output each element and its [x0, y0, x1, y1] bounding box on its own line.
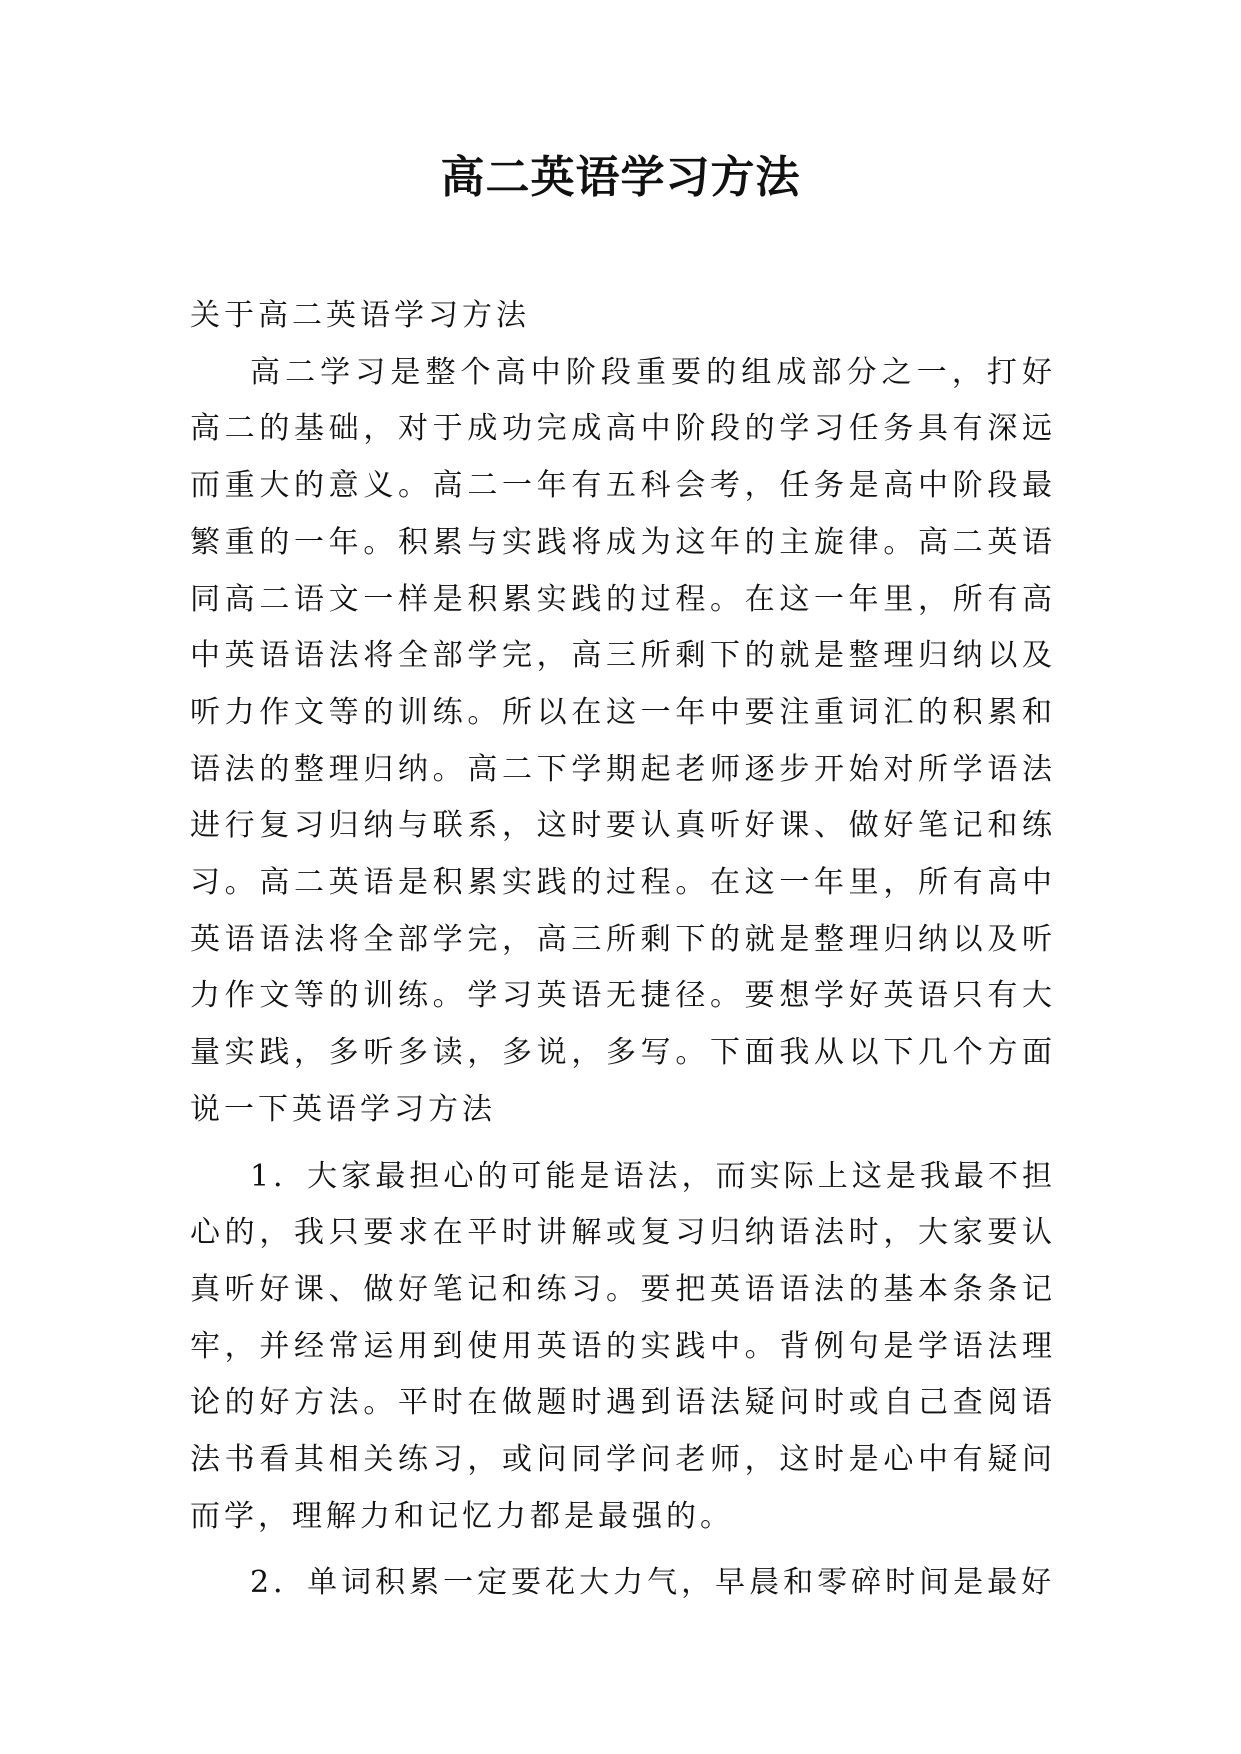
paragraph-grammar: 1．大家最担心的可能是语法，而实际上这是我最不担心的，我只要求在平时讲解或复习归纳语法时，大家要认真听好课、做好笔记和练习。要把英语语法的基本条条记牢，并经常运用到使用英语的实践中。背例句是学语法理论的好方法。平时在做题时遇到语法疑问时或自己查阅语法书看其相关练习，或问同学问老师，这时是心中有疑问而学，理解力和记忆力都是最强的。	[190, 1158, 1056, 1534]
document-subtitle: 关于高二英语学习方法	[190, 298, 530, 333]
document-body	[190, 288, 1056, 1612]
paragraph-intro: 高二学习是整个高中阶段重要的组成部分之一，打好高二的基础，对于成功完成高中阶段的学习任务具有深远而重大的意义。高二一年有五科会考，任务是高中阶段最繁重的一年。积累与实践将成为这年的主旋律。高二英语同高二语文一样是积累实践的过程。在这一年里，所有高中英语语法将全部学完，高三所剩下的就是整理归纳以及听力作文等的训练。所以在这一年中要注重词汇的积累和语法的整理归纳。高二下学期起老师逐步开始对所学语法进行复习归纳与联系，这时要认真听好课、做好笔记和练习。高二英语是积累实践的过程。在这一年里，所有高中英语语法将全部学完，高三所剩下的就是整理归纳以及听力作文等的训练。学习英语无捷径。要想学好英语只有大量实践，多听多读，多说，多写。下面我从以下几个方面说一下英语学习方法	[190, 354, 1056, 1127]
document-title: 高二英语学习方法	[440, 152, 801, 203]
paragraph-vocabulary: 2．单词积累一定要花大力气，早晨和零碎时间是最好	[250, 1565, 1056, 1601]
